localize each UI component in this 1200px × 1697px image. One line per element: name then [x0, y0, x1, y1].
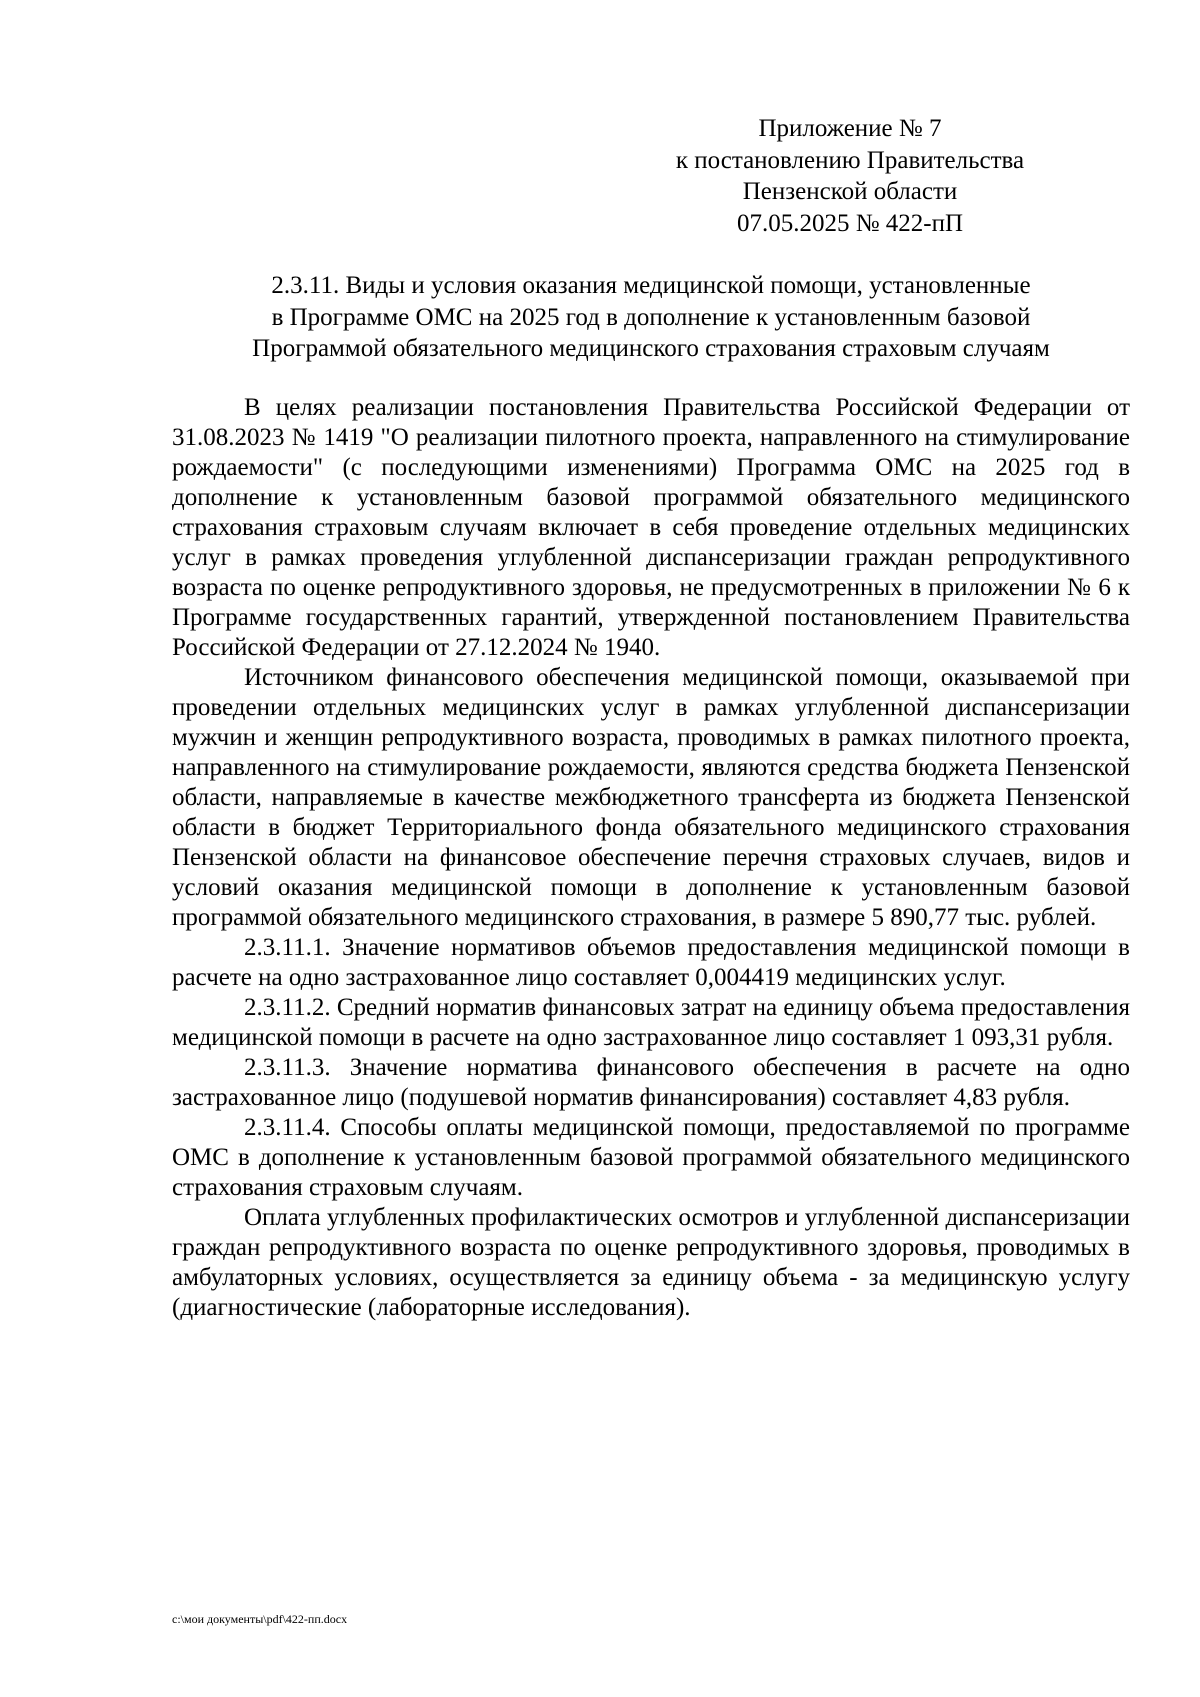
- appendix-date-number: 07.05.2025 № 422-пП: [736, 209, 964, 237]
- appendix-number: Приложение № 7: [758, 115, 942, 142]
- section-title-line: 2.3.11. Виды и условия оказания медицинской помощи, установленные: [271, 272, 1031, 299]
- appendix-header: [600, 113, 1100, 239]
- section-title-line: Программой обязательного медицинского страхования страховым случаям: [252, 335, 1050, 362]
- paragraph-cost-norm: 2.3.11.2. Средний норматив финансовых затрат на единицу объема предоставления медицинской помощи в расчете на одно застрахованное лицо составляет 1 093,31 рубля.: [172, 994, 1130, 1051]
- paragraph-per-capita-norm: 2.3.11.3. Значение норматива финансового обеспечения в расчете на одно застрахованное лицо (подушевой норматив финансирования) составляет 4,83 рубля.: [172, 1054, 1130, 1111]
- appendix-region: Пензенской области: [742, 178, 958, 205]
- document-body: [172, 393, 1130, 1323]
- appendix-resolution-ref: к постановлению Правительства: [675, 146, 1025, 174]
- footer-file-path: c:\мои документы\pdf\422-пп.docx: [172, 1612, 348, 1626]
- paragraph-purpose: В целях реализации постановления Правительства Российской Федерации от 31.08.2023 № 1419 "О реализации пилотного проекта, направленного на стимулирование рождаемости" (с последующими изменениями) Программа ОМС на 2025 год в дополнение к установленным базовой программой обязательного медицинского страхования страховым случаям включает в себя проведение отдельных медицинских услуг в рамках проведения углубленной диспансеризации граждан репродуктивного возраста по оценке репродуктивного здоровья, не предусмотренных в приложении № 6 к Программе государственных гарантий, утвержденной постановлением Правительства Российской Федерации от 27.12.2024 № 1940.: [172, 394, 1130, 661]
- paragraph-payment-details: Оплата углубленных профилактических осмотров и углубленной диспансеризации граждан репродуктивного возраста по оценке репродуктивного здоровья, проводимых в амбулаторных условиях, осуществляется за единицу объема - за медицинскую услугу (диагностические (лабораторные исследования).: [172, 1204, 1130, 1321]
- paragraph-volume-norm: 2.3.11.1. Значение нормативов объемов предоставления медицинской помощи в расчете на одно застрахованное лицо составляет 0,004419 медицинских услуг.: [172, 934, 1130, 991]
- paragraph-payment-methods: 2.3.11.4. Способы оплаты медицинской помощи, предоставляемой по программе ОМС в дополнение к установленным базовой программой обязательного медицинского страхования страховым случаям.: [172, 1114, 1130, 1201]
- paragraph-funding-source: Источником финансового обеспечения медицинской помощи, оказываемой при проведении отдельных медицинских услуг в рамках углубленной диспансеризации мужчин и женщин репродуктивного возраста, проводимых в рамках пилотного проекта, направленного на стимулирование рождаемости, являются средства бюджета Пензенской области, направляемые в качестве межбюджетного трансферта из бюджета Пензенской области в бюджет Территориального фонда обязательного медицинского страхования Пензенской области на финансовое обеспечение перечня страховых случаев, видов и условий оказания медицинской помощи в дополнение к установленным базовой программой обязательного медицинского страхования, в размере 5 890,77 тыс. рублей.: [172, 664, 1130, 931]
- section-title: [172, 270, 1130, 365]
- section-title-line: в Программе ОМС на 2025 год в дополнение к установленным базовой: [271, 303, 1031, 331]
